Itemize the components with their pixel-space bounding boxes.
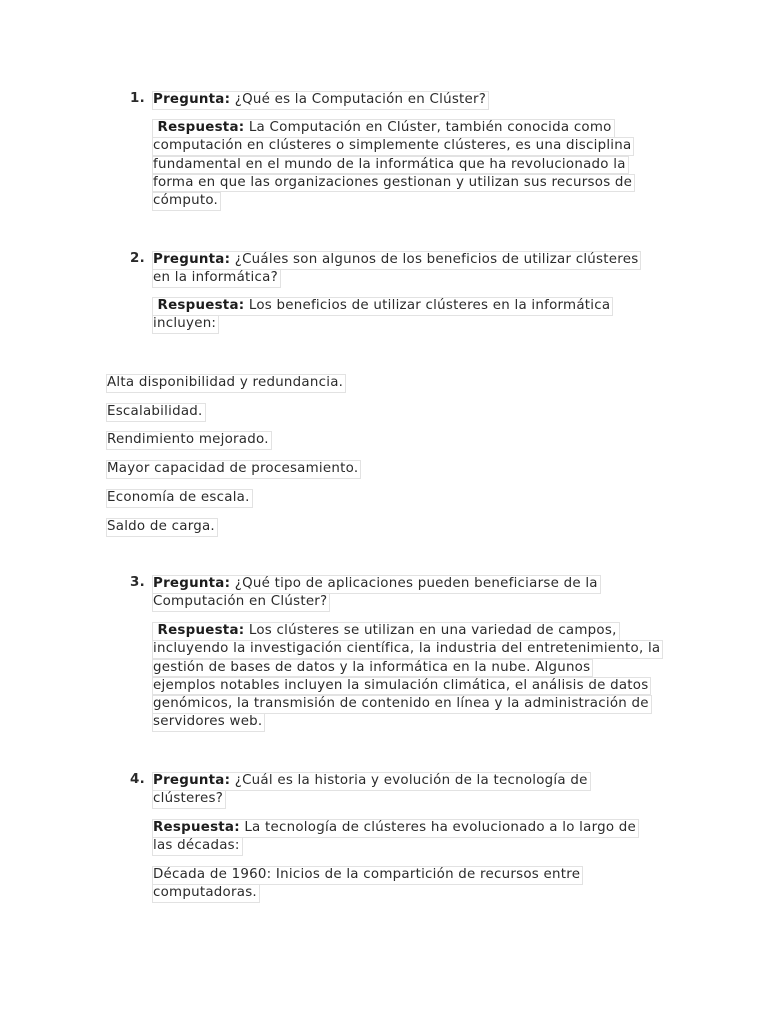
benefit-item: Alta disponibilidad y redundancia. — [106, 374, 346, 392]
question-text: Pregunta: ¿Qué tipo de aplicaciones pueden beneficiarse de la — [152, 575, 601, 594]
answer-label: Respuesta: — [157, 298, 245, 313]
question-3: 3. Pregunta: ¿Qué tipo de aplicaciones pueden beneficiarse de la Computación en Clúster? — [152, 575, 601, 612]
question-text: Pregunta: ¿Cuáles son algunos de los beneficios de utilizar clústeres — [152, 251, 641, 270]
answer-text: Respuesta: La tecnología de clústeres ha evolucionado a lo largo de — [152, 819, 639, 838]
item-number: 1. — [130, 91, 145, 106]
answer-text: Respuesta: Los beneficios de utilizar clústeres en la informática — [152, 297, 613, 316]
benefit-item: Escalabilidad. — [106, 403, 206, 421]
question-label: Pregunta: — [153, 773, 231, 788]
answer-1: Respuesta: La Computación en Clúster, también conocida como computación en clústeres o simplemente clústeres, es una disciplina fundamental en el mundo de la informática que ha revolucionado la forma en que las organizaciones gestionan y utilizan sus recursos de cómputo. — [152, 119, 635, 210]
question-label: Pregunta: — [153, 92, 231, 107]
benefit-item: Mayor capacidad de procesamiento. — [106, 460, 361, 478]
answer-label: Respuesta: — [157, 623, 245, 638]
question-label: Pregunta: — [153, 576, 231, 591]
question-4: 4. Pregunta: ¿Cuál es la historia y evolución de la tecnología de clústeres? — [152, 772, 591, 809]
item-number: 4. — [130, 772, 145, 787]
benefit-item: Rendimiento mejorado. — [106, 431, 272, 449]
item-number: 2. — [130, 251, 145, 266]
answer-4: Respuesta: La tecnología de clústeres ha evolucionado a lo largo de las décadas: — [152, 819, 639, 856]
question-text: Pregunta: ¿Qué es la Computación en Clúster? — [152, 91, 489, 110]
benefit-item: Saldo de carga. — [106, 518, 218, 536]
answer-3: Respuesta: Los clústeres se utilizan en una variedad de campos, incluyendo la investigación científica, la industria del entretenimiento, la gestión de bases de datos y la informática en la nube. Algunos ejemplos notables incluyen la simulación climática, el análisis de datos genómicos, la transmisión de contenido en línea y la administración de servidores web. — [152, 622, 663, 732]
item-number: 3. — [130, 575, 145, 590]
answer-text: Respuesta: La Computación en Clúster, también conocida como — [152, 119, 615, 138]
answer-label: Respuesta: — [157, 120, 245, 135]
answer-2: Respuesta: Los beneficios de utilizar clústeres en la informática incluyen: — [152, 297, 613, 334]
question-1 — [130, 91, 489, 109]
question-text: Pregunta: ¿Cuál es la historia y evolución de la tecnología de — [152, 772, 591, 791]
question-2: 2. Pregunta: ¿Cuáles son algunos de los beneficios de utilizar clústeres en la informática? — [152, 251, 641, 288]
benefit-item: Economía de escala. — [106, 489, 253, 507]
answer-text: Respuesta: Los clústeres se utilizan en una variedad de campos, — [152, 622, 620, 641]
answer-label: Respuesta: — [153, 820, 240, 835]
question-label: Pregunta: — [153, 252, 231, 267]
history-entry: Década de 1960: Inicios de la compartición de recursos entre computadoras. — [152, 866, 583, 903]
